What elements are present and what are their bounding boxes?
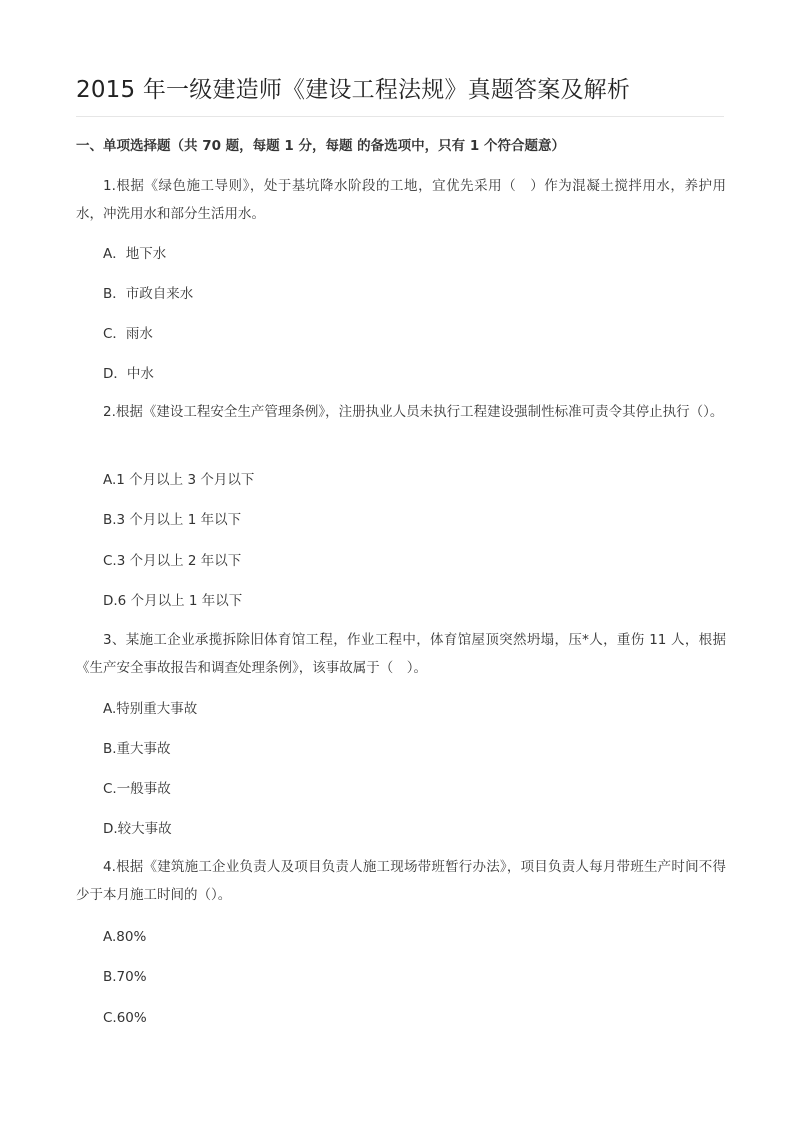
question-2-text: 2.根据《建设工程安全生产管理条例》，注册执业人员未执行工程建设强制性标准可责令其停止执行（）。 (103, 404, 724, 420)
question-4-text: 4.根据《建筑施工企业负责人及项目负责人施工现场带班暂行办法》，项目负责人每月带班生产时间不得少于本月施工时间的（）。 (76, 859, 726, 903)
question-1-option-d: D．中水 (103, 366, 154, 382)
document-title: 2015 年一级建造师《建设工程法规》真题答案及解析 (76, 77, 631, 103)
question-3-option-a: A.特别重大事故 (103, 701, 198, 717)
question-3-option-d: D.较大事故 (103, 821, 172, 837)
question-1-option-a: A．地下水 (103, 246, 167, 262)
question-2-option-c: C.3 个月以上 2 年以下 (103, 553, 242, 569)
question-2-option-b: B.3 个月以上 1 年以下 (103, 512, 242, 528)
question-3-option-c: C.一般事故 (103, 781, 171, 797)
question-2-option-d: D.6 个月以上 1 年以下 (103, 593, 243, 609)
question-4-option-a: A.80% (103, 929, 147, 945)
question-2-option-a: A.1 个月以上 3 个月以下 (103, 472, 255, 488)
question-4-option-b: B.70% (103, 969, 147, 985)
question-1-option-c: C．雨水 (103, 326, 153, 342)
question-3-option-b: B.重大事故 (103, 741, 171, 757)
title-divider (76, 116, 724, 117)
question-1-text: 1.根据《绿色施工导则》，处于基坑降水阶段的工地，宜优先采用（ ）作为混凝土搅拌用水，养护用水，冲洗用水和部分生活用水。 (76, 178, 726, 222)
question-3-text: 3、某施工企业承揽拆除旧体育馆工程，作业工程中，体育馆屋顶突然坍塌，压*人，重伤 11 人，根据《生产安全事故报告和调查处理条例》，该事故属于（ ）。 (76, 632, 726, 676)
question-4-option-c: C.60% (103, 1010, 147, 1026)
section-heading: 一、单项选择题（共 70 题，每题 1 分，每题 的备选项中，只有 1 个符合题意） (76, 138, 565, 154)
question-1-option-b: B．市政自来水 (103, 286, 194, 302)
